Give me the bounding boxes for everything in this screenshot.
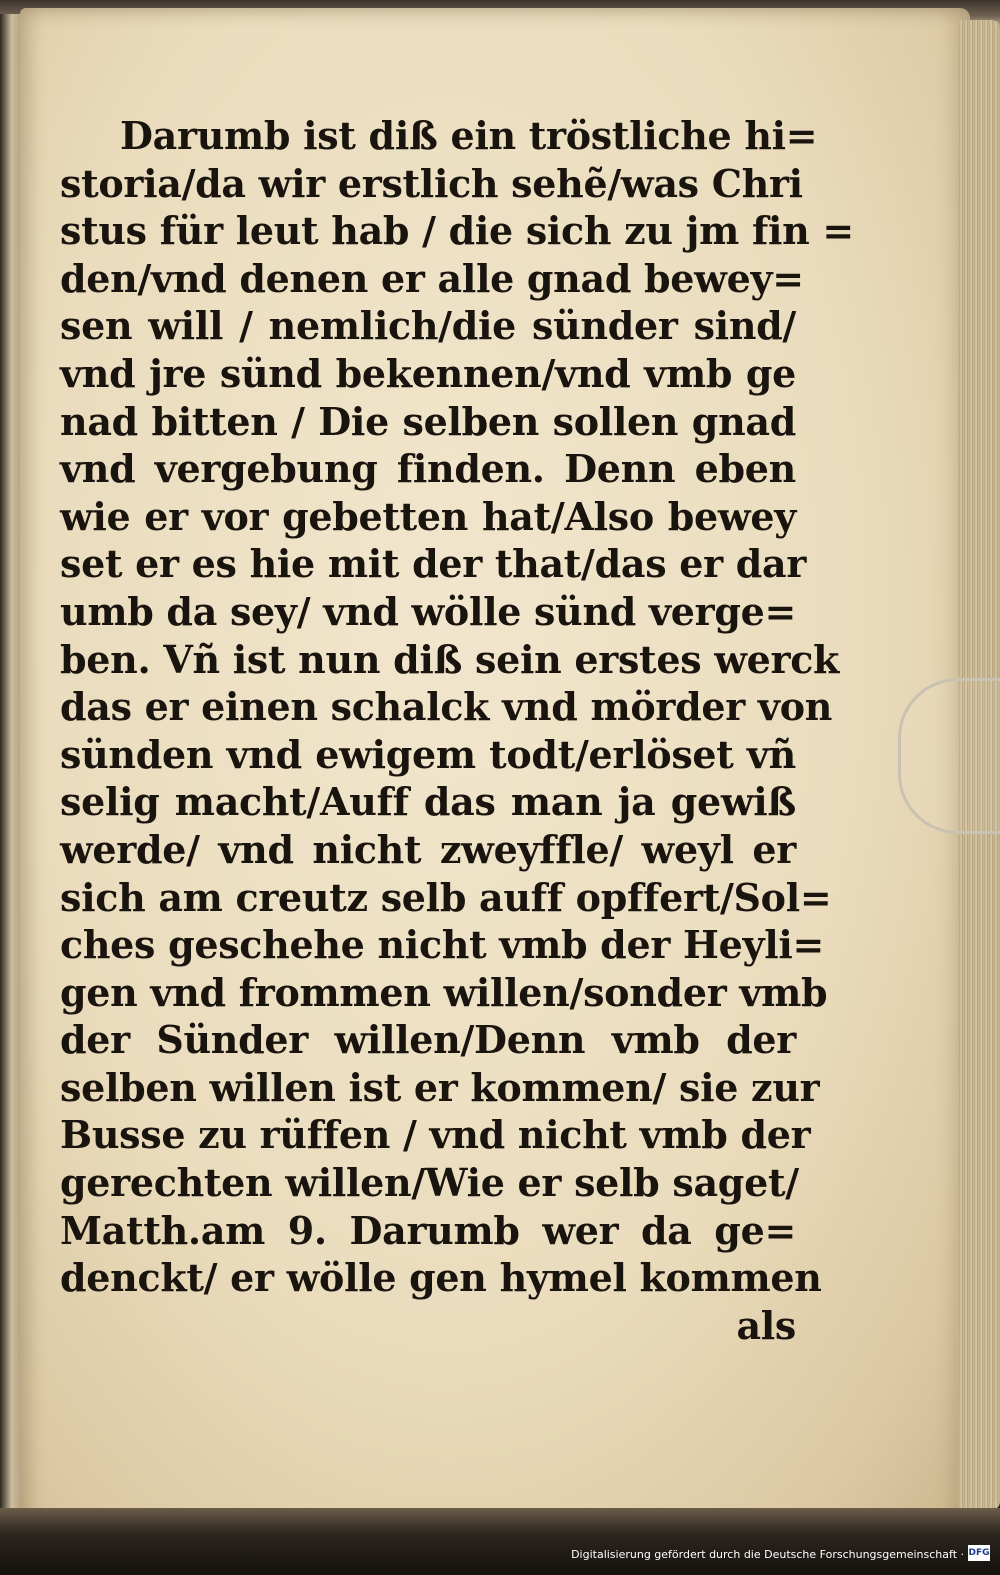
funding-note: Digitalisierung gefördert durch die Deutsche Forschungsgemeinschaft · — [571, 1548, 964, 1561]
text-line: das er einen schalck vnd mörder von — [60, 684, 833, 730]
catchword: als — [736, 1302, 796, 1348]
text-line: ches geschehe nicht vmb der Heyli= — [60, 922, 825, 968]
text-line: stus für leut hab / die sich zu jm fin = — [60, 208, 854, 254]
text-line: werde/ vnd nicht zweyffle/ weyl er — [60, 826, 796, 872]
text-line: nad bitten / Die selben sollen gnad — [60, 398, 796, 444]
text-line: storia/da wir erstlich sehẽ/was Chri — [60, 160, 803, 206]
text-line: Matth.am 9. Darumb wer da ge= — [60, 1207, 796, 1253]
text-line: selig macht/Auff das man ja gewiß — [60, 779, 796, 825]
text-line: vnd jre sünd bekennen/vnd vmb ge — [60, 350, 796, 396]
text-line: Busse zu rüffen / vnd nicht vmb der — [60, 1112, 811, 1158]
clip-icon — [898, 678, 1000, 834]
text-line: wie er vor gebetten hat/Also bewey — [60, 493, 796, 539]
text-line: selben willen ist er kommen/ sie zur — [60, 1064, 820, 1110]
text-line: vnd vergebung finden. Denn eben — [60, 446, 796, 492]
text-line: ben. Vñ ist nun diß sein erstes werck — [60, 636, 840, 682]
book-bottom-edge — [0, 1508, 1000, 1575]
text-line: den/vnd denen er alle gnad bewey= — [60, 255, 804, 301]
text-line: sünden vnd ewigem todt/erlöset vñ — [60, 731, 796, 777]
text-line: umb da sey/ vnd wölle sünd verge= — [60, 588, 797, 634]
text-line: Darumb ist diß ein tröstliche hi= — [120, 113, 818, 158]
text-line: gen vnd frommen willen/sonder vmb — [60, 969, 828, 1015]
text-line: der Sünder willen/Denn vmb der — [60, 1017, 796, 1063]
text-line: denckt/ er wölle gen hymel kommen — [60, 1255, 822, 1301]
text-line: gerechten willen/Wie er selb saget/ — [60, 1160, 799, 1206]
page-text — [60, 112, 854, 1349]
text-line: sen will / nemlich/die sünder sind/ — [60, 303, 796, 349]
text-line: set er es hie mit der that/das er dar — [60, 541, 807, 587]
dfg-logo: DFG — [968, 1545, 990, 1561]
text-line: sich am creutz selb auff opffert/Sol= — [60, 874, 832, 920]
